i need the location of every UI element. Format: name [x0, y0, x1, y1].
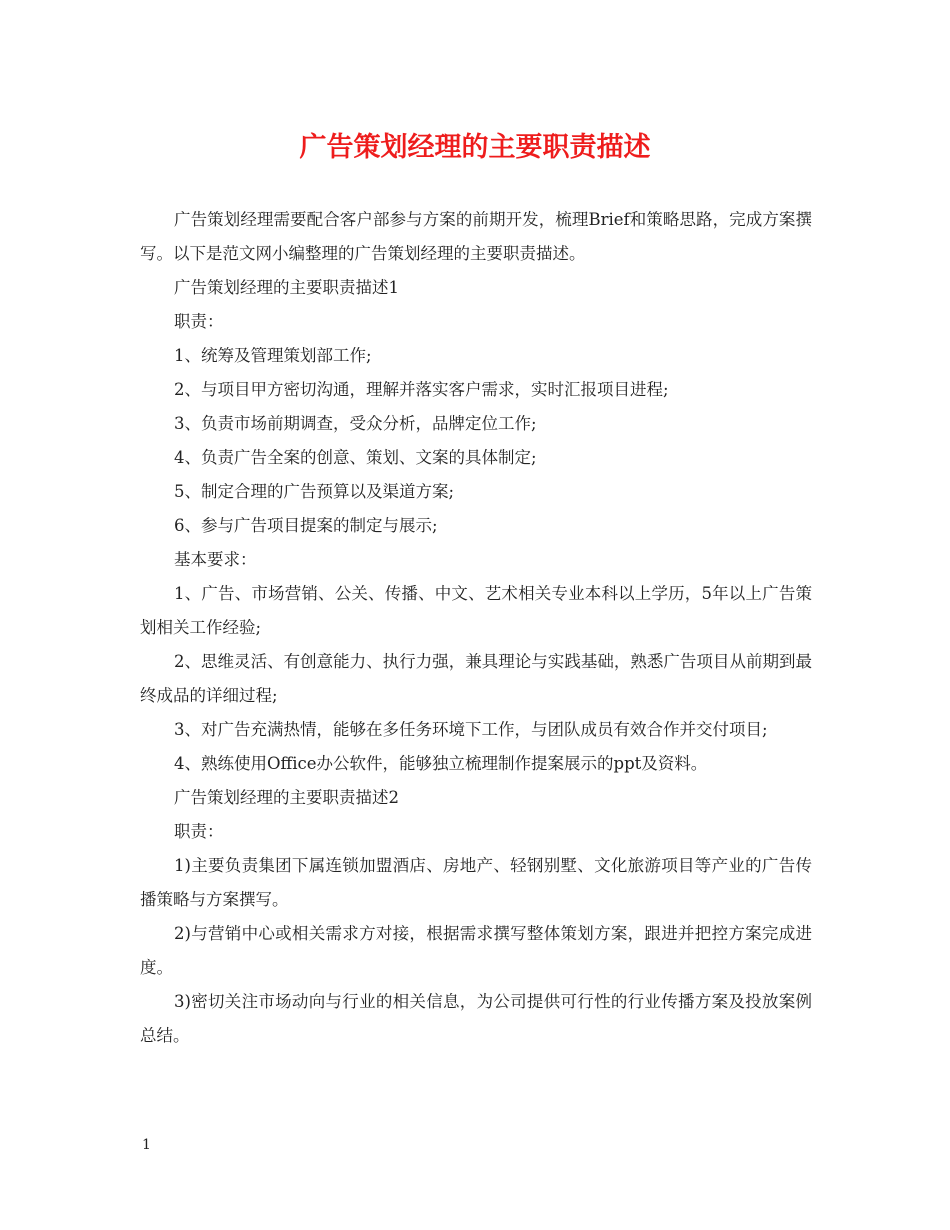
duties-label-2: 职责： [174, 822, 224, 841]
paragraph-intro: 广告策划经理需要配合客户部参与方案的前期开发，梳理Brief和策略思路，完成方案撰写。以下是范文网小编整理的广告策划经理的主要职责描述。 [140, 210, 812, 263]
duty-item: 1)主要负责集团下属连锁加盟酒店、房地产、轻钢别墅、文化旅游项目等产业的广告传播策略与方案撰写。 [140, 856, 812, 909]
duty-item: 2)与营销中心或相关需求方对接，根据需求撰写整体策划方案，跟进并把控方案完成进度。 [140, 924, 812, 977]
duty-item: 2、与项目甲方密切沟通，理解并落实客户需求，实时汇报项目进程; [174, 380, 669, 399]
document-body [140, 203, 812, 1053]
duties-label-1: 职责： [174, 312, 224, 331]
page-number: 1 [142, 1137, 151, 1153]
requirement-item: 4、熟练使用Office办公软件，能够独立梳理制作提案展示的ppt及资料。 [174, 754, 708, 773]
section-heading-2: 广告策划经理的主要职责描述2 [174, 788, 399, 807]
duty-item: 5、制定合理的广告预算以及渠道方案; [174, 482, 455, 501]
requirement-item: 2、思维灵活、有创意能力、执行力强，兼具理论与实践基础，熟悉广告项目从前期到最终成品的详细过程; [140, 652, 812, 705]
duty-item: 6、参与广告项目提案的制定与展示; [174, 516, 438, 535]
requirements-label: 基本要求： [174, 550, 257, 569]
section-heading-1: 广告策划经理的主要职责描述1 [174, 278, 399, 297]
duty-item: 3、负责市场前期调查，受众分析，品牌定位工作; [174, 414, 537, 433]
document-title: 广告策划经理的主要职责描述 [299, 132, 651, 163]
requirement-item: 1、广告、市场营销、公关、传播、中文、艺术相关专业本科以上学历，5年以上广告策划相关工作经验; [140, 584, 812, 637]
duty-item: 1、统筹及管理策划部工作; [174, 346, 372, 365]
requirement-item: 3、对广告充满热情，能够在多任务环境下工作，与团队成员有效合作并交付项目; [174, 720, 768, 739]
duty-item: 4、负责广告全案的创意、策划、文案的具体制定; [174, 448, 537, 467]
duty-item: 3)密切关注市场动向与行业的相关信息，为公司提供可行性的行业传播方案及投放案例总结。 [140, 992, 812, 1045]
